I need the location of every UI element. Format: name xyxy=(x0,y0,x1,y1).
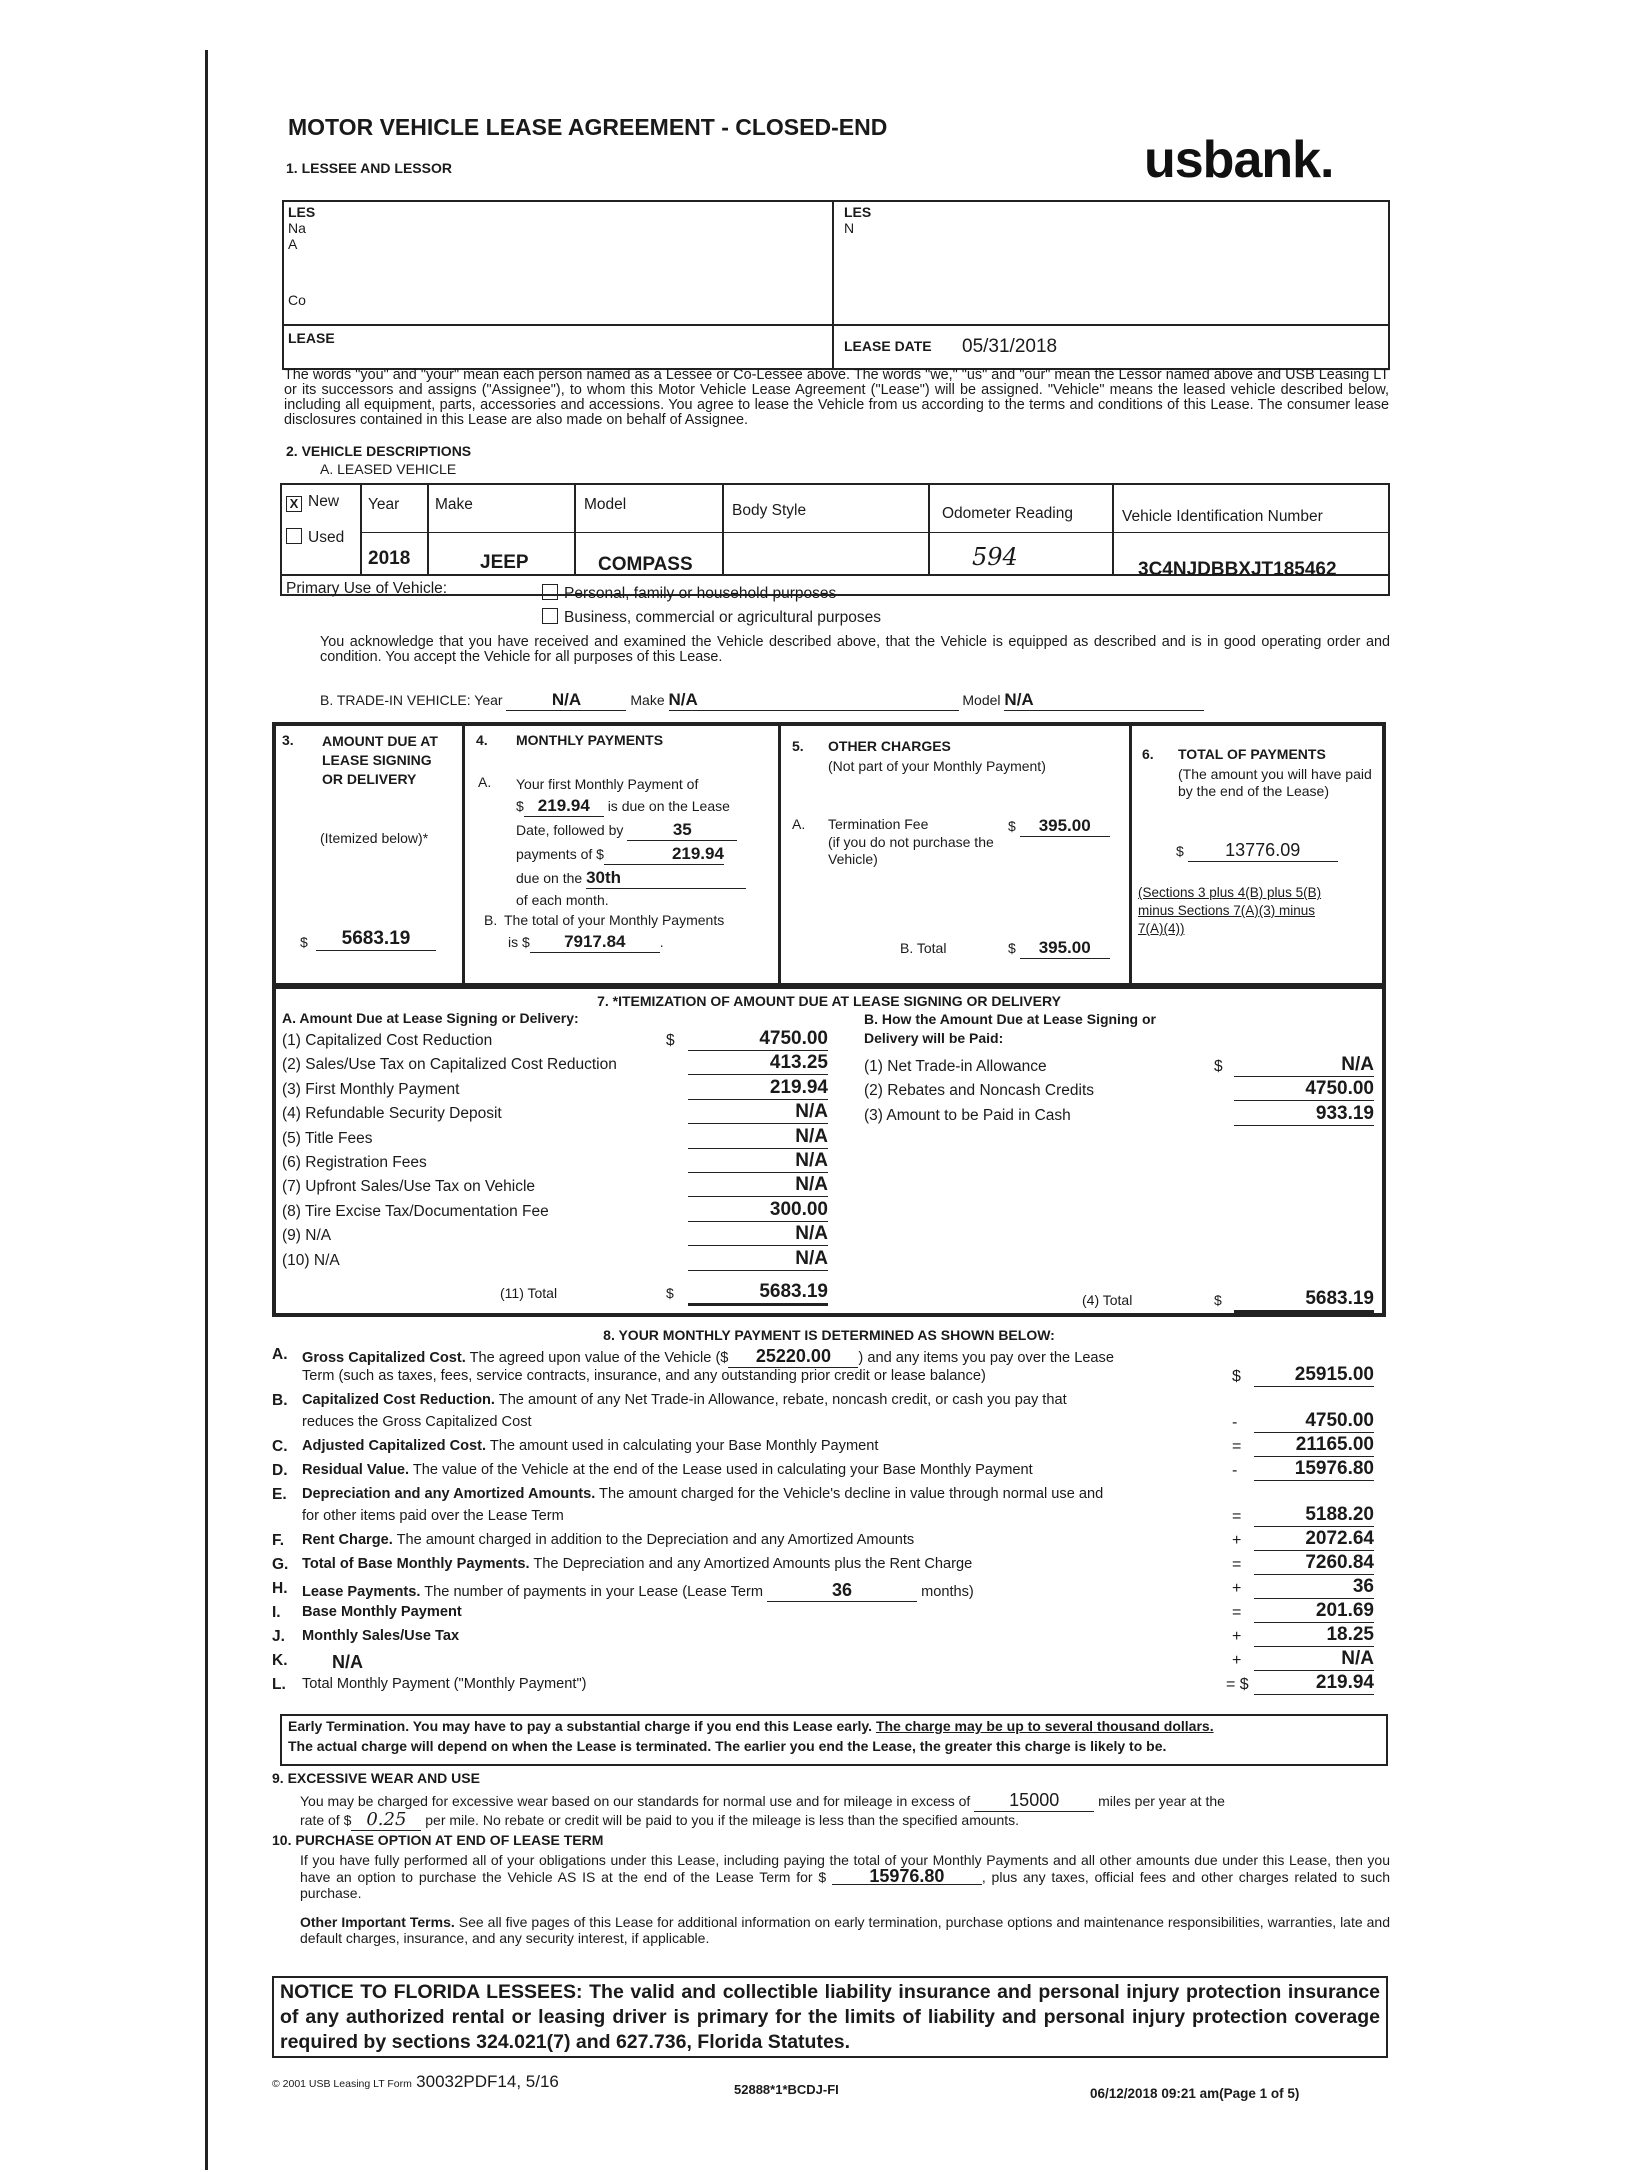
tradein-make: N/A xyxy=(669,690,959,711)
early-termination-lead: Early Termination. You may have to pay a substantial charge if you end this Lease early. xyxy=(288,1718,873,1734)
box6-amount-row: $ 13776.09 xyxy=(1176,840,1338,862)
florida-notice xyxy=(280,1980,1380,2055)
calc-operator: $ xyxy=(1232,1368,1241,1385)
vehicle-make: JEEP xyxy=(480,552,529,573)
box4-a-text1: Your first Monthly Payment of xyxy=(516,776,699,792)
term-fee-value: 395.00 xyxy=(1020,816,1110,837)
disclosure-divider xyxy=(462,722,465,987)
calc-title: Rent Charge. xyxy=(302,1532,393,1548)
calc-text: Total Monthly Payment ("Monthly Payment") xyxy=(302,1676,587,1692)
col-vin: Vehicle Identification Number xyxy=(1122,508,1323,525)
calc-title: Depreciation and any Amortized Amounts. xyxy=(302,1486,596,1502)
itemization-a-label: (10) N/A xyxy=(282,1251,340,1269)
calc-text: N/A xyxy=(332,1652,363,1672)
box4-a-text2: is due on the Lease xyxy=(607,798,730,814)
calc-value: 25915.00 xyxy=(1254,1364,1374,1387)
lessee-name-label: Na xyxy=(288,220,306,236)
calc-text: The amount used in calculating your Base Monthly Payment xyxy=(486,1438,879,1454)
use-personal-label: Personal, family or household purposes xyxy=(564,585,837,602)
document-title: MOTOR VEHICLE LEASE AGREEMENT - CLOSED-END xyxy=(288,114,888,140)
lessee-lessor-box xyxy=(282,200,1390,370)
lease-date-value: 05/31/2018 xyxy=(962,336,1058,357)
section8-heading: 8. YOUR MONTHLY PAYMENT IS DETERMINED AS SHOWN BELOW: xyxy=(603,1327,1055,1343)
calc-operator: = xyxy=(1232,1604,1242,1621)
calc-operator: + xyxy=(1232,1580,1242,1597)
due-day-value: 30th xyxy=(586,868,746,889)
disclosure-divider xyxy=(1129,722,1132,987)
box5-title: OTHER CHARGES xyxy=(828,738,951,754)
primary-use-label: Primary Use of Vehicle: xyxy=(286,580,448,597)
section7-a-total-dollar: $ xyxy=(666,1285,674,1301)
box4-b-text2: is $ xyxy=(508,934,530,950)
calc-line xyxy=(302,1346,1114,1368)
calc-letter: H. xyxy=(272,1580,288,1597)
num-payments-value: 35 xyxy=(627,820,737,841)
box6-subtitle: (The amount you will have paid by the end of the Lease) xyxy=(1178,766,1372,799)
calc-title: Adjusted Capitalized Cost. xyxy=(302,1438,487,1454)
vin-value: 3C4NJDBBXJT185462 xyxy=(1138,559,1337,580)
box4-a-text3: Date, followed by xyxy=(516,822,624,838)
section1-heading: 1. LESSEE AND LESSOR xyxy=(286,160,452,176)
box4-title: MONTHLY PAYMENTS xyxy=(516,732,664,748)
vehicle-header-divider xyxy=(360,532,1390,533)
term-fee-label: Termination Fee xyxy=(828,816,929,832)
vehicle-year: 2018 xyxy=(368,548,411,569)
itemization-a-label: (1) Capitalized Cost Reduction xyxy=(282,1032,493,1049)
box5-a-label: A. xyxy=(792,816,806,832)
calc-title: Monthly Sales/Use Tax xyxy=(302,1628,460,1644)
calc-operator: + xyxy=(1232,1532,1242,1549)
calc-line xyxy=(302,1532,914,1548)
box4-a-line4 xyxy=(516,844,724,865)
calc-operator: = $ xyxy=(1226,1676,1249,1693)
section10-text2: , plus any taxes, official fees and other charges related to such purchase. xyxy=(300,1869,1390,1901)
other-terms xyxy=(300,1914,1390,1946)
tradein-row xyxy=(320,690,1204,711)
calc-value: 36 xyxy=(1254,1576,1374,1599)
calc-operator: - xyxy=(1232,1462,1238,1479)
itemization-a-value: N/A xyxy=(688,1150,828,1173)
calc-text2: ) and any items you pay over the Lease xyxy=(858,1350,1114,1366)
itemization-b-value: N/A xyxy=(1234,1054,1374,1077)
vehicle-col-divider xyxy=(722,483,724,574)
itemization-a-label: (3) First Monthly Payment xyxy=(282,1080,460,1098)
col-body-style: Body Style xyxy=(732,502,807,519)
itemization-b-value: 4750.00 xyxy=(1234,1078,1374,1101)
col-model: Model xyxy=(584,496,627,513)
intro-paragraph: The words "you" and "your" mean each person named as a Lessee or Co-Lessee above. The words "we," "us" and "our" mean the Lessor named above and USB Leasing LT or its successors and assigns ("Assignee"), to whom this Motor Vehicle Lease Agreement ("Lease") will be assigned. "Vehicle" means the leased vehicle described below, including all equipment, parts, accessories and accessions. You agree to lease the Vehicle from us according to the terms and conditions of this Lease. The consumer lease disclosures contained in this Lease are also made on behalf of Assignee. xyxy=(284,367,1389,428)
used-option[interactable] xyxy=(286,528,344,547)
calc-value: N/A xyxy=(1254,1648,1374,1671)
calc-line2: Term (such as taxes, fees, service contracts, insurance, and any outstanding prior credit or lease balance) xyxy=(302,1368,986,1384)
section7-b-total-label: (4) Total xyxy=(1082,1292,1133,1308)
lessor-name-label: N xyxy=(844,220,855,236)
calc-title: Gross Capitalized Cost. xyxy=(302,1350,466,1366)
box4-a-text5: due on the xyxy=(516,870,583,886)
box5-total-label: B. Total xyxy=(900,940,947,956)
section9-line2 xyxy=(300,1809,1019,1831)
box5-subtitle: (Not part of your Monthly Payment) xyxy=(828,758,1046,774)
new-option[interactable] xyxy=(286,493,339,512)
box4-b-label: B. xyxy=(484,912,498,928)
calc-letter: D. xyxy=(272,1462,288,1479)
section10-text1: If you have fully performed all of your obligations under this Lease, including paying the total of your Monthly Payments and all other amounts due under this Lease, then you have an option to purchase the Vehicle AS IS at the end of the Lease Term for $ xyxy=(300,1852,1390,1885)
calc-value: 2072.64 xyxy=(1254,1528,1374,1551)
itemization-a-dollar: $ xyxy=(666,1032,675,1049)
footer-code: 52888*1*BCDJ-FI xyxy=(734,2082,839,2097)
calc-letter: I. xyxy=(272,1604,281,1621)
early-termination-line2: The actual charge will depend on when the Lease is terminated. The earlier you end the Lease, the greater this charge is likely to be. xyxy=(288,1738,1167,1754)
box6-num: 6. xyxy=(1142,746,1154,762)
itemization-a-label: (5) Title Fees xyxy=(282,1129,373,1147)
col-make: Make xyxy=(435,496,473,513)
calc-line xyxy=(302,1392,1067,1408)
section9-heading: 9. EXCESSIVE WEAR AND USE xyxy=(272,1770,480,1786)
box3-dollar: $ xyxy=(300,934,308,950)
total-monthly-value: 7917.84 xyxy=(530,932,660,953)
itemization-b-dollar: $ xyxy=(1214,1058,1223,1075)
lessee-address-label: A xyxy=(288,236,298,252)
box4-a-line2: $ 219.94 is due on the Lease xyxy=(516,796,730,815)
box3-title: AMOUNT DUE AT LEASE SIGNING OR DELIVERY xyxy=(322,733,438,787)
term-fee-note: (if you do not purchase the Vehicle) xyxy=(828,834,994,867)
calc-value: 219.94 xyxy=(1254,1672,1374,1695)
itemization-a-value: 219.94 xyxy=(688,1077,828,1100)
calc-line xyxy=(302,1652,363,1673)
footer-form-no: 30032PDF14, 5/16 xyxy=(416,2072,559,2091)
calc-title: Total of Base Monthly Payments. xyxy=(302,1556,530,1572)
calc-letter: J. xyxy=(272,1628,285,1645)
business-checkbox[interactable] xyxy=(542,608,558,624)
itemization-b-label: (3) Amount to be Paid in Cash xyxy=(864,1106,1071,1124)
lease-term-value: 36 xyxy=(767,1580,917,1602)
calc-title: Residual Value. xyxy=(302,1462,410,1478)
use-personal-option[interactable] xyxy=(542,584,836,603)
footer-copyright: © 2001 USB Leasing LT Form xyxy=(272,2078,412,2090)
box4-num: 4. xyxy=(476,732,488,748)
itemization-a-value: 4750.00 xyxy=(688,1028,828,1051)
gross-vehicle-value: 25220.00 xyxy=(728,1346,858,1368)
calc-letter: G. xyxy=(272,1556,289,1573)
box4-a-line3 xyxy=(516,820,737,841)
colessee-label: Co xyxy=(288,292,306,308)
calc-line xyxy=(302,1580,974,1602)
tradein-make-label: Make xyxy=(630,692,665,708)
calc-operator: = xyxy=(1232,1508,1242,1525)
calc-letter: K. xyxy=(272,1652,288,1669)
section7-a-total: 5683.19 xyxy=(688,1281,828,1306)
section7-a-heading: A. Amount Due at Lease Signing or Delivery: xyxy=(282,1010,579,1026)
term-fee-row: $ 395.00 xyxy=(1008,816,1110,837)
section2-heading: 2. VEHICLE DESCRIPTIONS xyxy=(286,443,472,459)
box6-title: TOTAL OF PAYMENTS xyxy=(1178,746,1326,762)
itemization-a-value: N/A xyxy=(688,1126,828,1149)
section7-b-total-dollar: $ xyxy=(1214,1292,1222,1308)
itemization-a-label: (8) Tire Excise Tax/Documentation Fee xyxy=(282,1202,549,1220)
calc-letter: E. xyxy=(272,1486,287,1503)
box3-itemized: (Itemized below)* xyxy=(320,830,429,846)
bank-logo: usbank. xyxy=(1144,131,1334,189)
section7-heading: 7. *ITEMIZATION OF AMOUNT DUE AT LEASE SIGNING OR DELIVERY xyxy=(597,993,1061,1009)
box5-total-value: 395.00 xyxy=(1020,938,1110,959)
florida-notice-lead: NOTICE TO FLORIDA LESSEES: xyxy=(280,1981,583,2003)
calc-title: Base Monthly Payment xyxy=(302,1604,462,1620)
col-year: Year xyxy=(368,496,400,513)
other-terms-lead: Other Important Terms. xyxy=(300,1914,455,1930)
calc-letter: L. xyxy=(272,1676,286,1693)
itemization-a-value: N/A xyxy=(688,1248,828,1271)
calc-letter: B. xyxy=(272,1392,288,1409)
tradein-model-label: Model xyxy=(962,692,1001,708)
calc-letter: F. xyxy=(272,1532,285,1549)
section9-text4: per mile. No rebate or credit will be paid to you if the mileage is less than the specified amounts. xyxy=(425,1812,1020,1828)
section9-text2: miles per year at the xyxy=(1098,1793,1225,1809)
calc-title: Lease Payments. xyxy=(302,1584,421,1600)
box5-total-row: $ 395.00 xyxy=(1008,938,1110,959)
calc-value: 15976.80 xyxy=(1254,1458,1374,1481)
section9-text1: You may be charged for excessive wear based on our standards for normal use and for mileage in excess of xyxy=(300,1793,971,1809)
calc-value: 4750.00 xyxy=(1254,1410,1374,1433)
calc-operator: = xyxy=(1232,1438,1242,1455)
section7-b-total: 5683.19 xyxy=(1234,1288,1374,1313)
box5-num: 5. xyxy=(792,738,804,754)
leased-vehicle-sub: A. LEASED VEHICLE xyxy=(320,461,457,477)
calc-operator: + xyxy=(1232,1652,1242,1669)
florida-notice-text: The valid and collectible liability insurance and personal injury protection insurance of any authorized rental or leasing driver is primary for the limits of liability and personal injury protection coverage required by sections 324.021(7) and 627.736, Florida Statutes. xyxy=(280,1981,1380,2053)
footer-printed: 06/12/2018 09:21 am(Page 1 of 5) xyxy=(1090,2086,1300,2101)
calc-line xyxy=(302,1438,878,1454)
first-payment-value: 219.94 xyxy=(524,796,604,817)
calc-text: The amount of any Net Trade-in Allowance, rebate, noncash credit, or cash you pay that xyxy=(494,1392,1067,1408)
lessee-label: LES xyxy=(288,204,316,220)
itemization-b-label: (1) Net Trade-in Allowance xyxy=(864,1058,1047,1075)
itemization-a-label: (7) Upfront Sales/Use Tax on Vehicle xyxy=(282,1178,536,1196)
tradein-label: B. TRADE-IN VEHICLE: Year xyxy=(320,692,503,708)
section10-text xyxy=(300,1852,1390,1901)
used-label: Used xyxy=(308,529,345,546)
lessee-sig-label: LEASE xyxy=(288,330,335,346)
lease-page xyxy=(272,100,1402,2110)
calc-letter: A. xyxy=(272,1346,288,1363)
disclosure-divider xyxy=(778,722,781,987)
calc-value: 7260.84 xyxy=(1254,1552,1374,1575)
calc-value: 5188.20 xyxy=(1254,1504,1374,1527)
calc-line2: for other items paid over the Lease Term xyxy=(302,1508,564,1524)
tradein-model: N/A xyxy=(1004,690,1204,711)
lessee-lessor-divider xyxy=(832,200,834,370)
new-checkbox[interactable]: X xyxy=(286,496,302,512)
use-business-option[interactable] xyxy=(542,608,881,627)
mileage-limit-value: 15000 xyxy=(974,1790,1094,1812)
mileage-rate-value: 0.25 xyxy=(351,1809,421,1831)
scan-margin-line xyxy=(205,50,208,2170)
itemization-a-label: (6) Registration Fees xyxy=(282,1154,427,1171)
itemization-a-label: (9) N/A xyxy=(282,1227,332,1245)
itemization-a-label: (2) Sales/Use Tax on Capitalized Cost Reduction xyxy=(282,1056,617,1074)
calc-text: The amount charged for the Vehicle's decline in value through normal use and xyxy=(595,1486,1104,1502)
use-business-label: Business, commercial or agricultural purposes xyxy=(564,609,882,626)
calc-line xyxy=(302,1556,972,1572)
footer-form xyxy=(272,2072,559,2092)
box4-a-text6: of each month. xyxy=(516,892,609,908)
vehicle-col-divider xyxy=(427,483,429,574)
calc-line xyxy=(302,1486,1103,1502)
calc-text: The value of the Vehicle at the end of the Lease used in calculating your Base Monthly Payment xyxy=(409,1462,1033,1478)
box4-a-label: A. xyxy=(478,774,492,790)
box4-b-text1: The total of your Monthly Payments xyxy=(504,912,725,928)
acknowledge-text: You acknowledge that you have received and examined the Vehicle described above, that the Vehicle is equipped as described and is in good operating order and condition. You accept the Vehicle for all purposes of this Lease. xyxy=(320,634,1390,665)
section10-heading: 10. PURCHASE OPTION AT END OF LEASE TERM xyxy=(272,1832,604,1848)
calc-line xyxy=(302,1604,462,1620)
vehicle-col-divider xyxy=(1112,483,1114,574)
calc-value: 18.25 xyxy=(1254,1624,1374,1647)
itemization-a-value: 413.25 xyxy=(688,1052,828,1075)
tradein-year: N/A xyxy=(506,690,626,711)
calc-line xyxy=(302,1628,459,1644)
calc-line xyxy=(302,1676,587,1692)
used-checkbox[interactable] xyxy=(286,528,302,544)
itemization-a-value: N/A xyxy=(688,1223,828,1246)
itemization-a-value: N/A xyxy=(688,1174,828,1197)
calc-operator: = xyxy=(1232,1556,1242,1573)
calc-value: 201.69 xyxy=(1254,1600,1374,1623)
calc-text: The number of payments in your Lease (Lease Term xyxy=(420,1584,764,1600)
calc-text: The agreed upon value of the Vehicle ($ xyxy=(465,1350,729,1366)
total-payments-value: 13776.09 xyxy=(1188,840,1338,862)
calc-line xyxy=(302,1462,1033,1478)
box4-a-line5 xyxy=(516,868,746,889)
purchase-price-value: 15976.80 xyxy=(832,1868,982,1885)
section9-text3: rate of $ xyxy=(300,1812,352,1828)
itemization-a-label: (4) Refundable Security Deposit xyxy=(282,1105,502,1123)
calc-value: 21165.00 xyxy=(1254,1434,1374,1457)
early-termination-underlined: The charge may be up to several thousand dollars. xyxy=(875,1718,1214,1734)
calc-text2: months) xyxy=(921,1584,974,1600)
payment-amount-value: 219.94 xyxy=(604,844,724,865)
vehicle-col-divider xyxy=(928,483,930,574)
section7-b-heading: B. How the Amount Due at Lease Signing or Delivery will be Paid: xyxy=(864,1011,1156,1046)
itemization-b-value: 933.19 xyxy=(1234,1103,1374,1126)
calc-letter: C. xyxy=(272,1438,288,1455)
lease-date-divider xyxy=(282,324,1390,326)
early-termination-line1 xyxy=(288,1718,1382,1734)
calc-operator: + xyxy=(1232,1628,1242,1645)
lessor-label: LES xyxy=(844,204,872,220)
vehicle-model: COMPASS xyxy=(598,554,693,575)
box3-num: 3. xyxy=(282,732,294,748)
itemization-b-label: (2) Rebates and Noncash Credits xyxy=(864,1082,1095,1100)
calc-line2: reduces the Gross Capitalized Cost xyxy=(302,1414,532,1430)
calc-operator: - xyxy=(1232,1414,1238,1431)
personal-checkbox[interactable] xyxy=(542,584,558,600)
vehicle-col-divider xyxy=(360,483,362,574)
itemization-a-value: N/A xyxy=(688,1101,828,1124)
box4-a-text4: payments of $ xyxy=(516,846,604,862)
itemization-a-value: 300.00 xyxy=(688,1199,828,1222)
section7-a-total-label: (11) Total xyxy=(500,1285,558,1301)
box4-b-line2: is $ 7917.84 . xyxy=(508,932,664,951)
box6-note: (Sections 3 plus 4(B) plus 5(B) minus Sections 7(A)(3) minus 7(A)(4)) xyxy=(1138,885,1322,936)
box3-amount: 5683.19 xyxy=(316,928,436,951)
col-odometer: Odometer Reading xyxy=(942,505,1073,522)
odometer-value: 594 xyxy=(972,543,1018,571)
calc-text: The Depreciation and any Amortized Amounts plus the Rent Charge xyxy=(529,1556,973,1572)
calc-title: Capitalized Cost Reduction. xyxy=(302,1392,495,1408)
calc-text: The amount charged in addition to the Depreciation and any Amortized Amounts xyxy=(392,1532,915,1548)
lease-date-label: LEASE DATE xyxy=(844,338,932,354)
vehicle-col-divider xyxy=(574,483,576,574)
other-terms-text: See all five pages of this Lease for additional information on early termination, purchase options and maintenance responsibilities, warranties, late and default charges, insurance, and any security interest, if applicable. xyxy=(300,1914,1390,1946)
new-label: New xyxy=(308,493,340,510)
